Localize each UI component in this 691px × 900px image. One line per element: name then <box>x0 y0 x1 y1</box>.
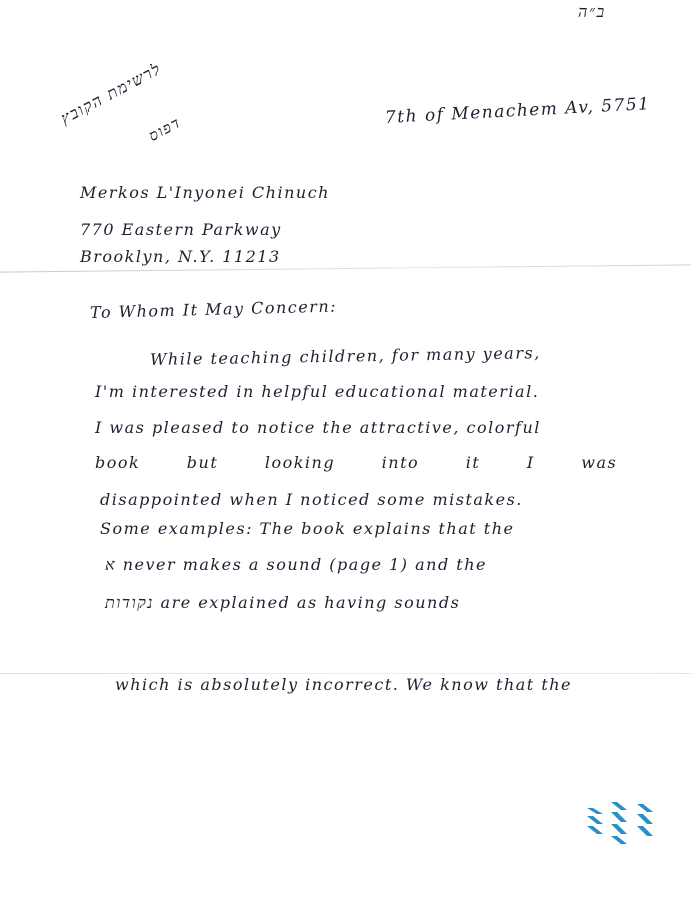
logo-stripe <box>637 814 653 824</box>
address-line-2: 770 Eastern Parkway <box>80 220 282 239</box>
logo-stripe <box>637 804 653 812</box>
logo-stripe <box>587 816 603 824</box>
body-line: I'm interested in helpful educational material. <box>95 382 540 401</box>
address-line-1: Merkos L'Inyonei Chinuch <box>80 183 330 202</box>
body-line: א never makes a sound (page 1) and the <box>105 555 487 574</box>
body-line: which is absolutely incorrect. We know that the <box>115 675 573 694</box>
body-line: book but looking into it I was <box>95 453 618 472</box>
fold-line-middle <box>0 673 691 674</box>
logo-stripe <box>637 826 653 836</box>
body-line: I was pleased to notice the attractive, colorful <box>95 418 541 437</box>
logo-stripe <box>611 812 627 822</box>
logo-stripe <box>611 836 627 844</box>
body-line: Some examples: The book explains that the <box>100 519 515 538</box>
logo-stripe <box>587 826 603 834</box>
body-line: While teaching children, for many years, <box>149 343 541 369</box>
letter-date: 7th of Menachem Av, 5751 <box>384 94 651 128</box>
archive-logo-icon <box>583 800 661 848</box>
address-line-3: Brooklyn, N.Y. 11213 <box>80 247 281 266</box>
body-line: נקודות are explained as having sounds <box>105 593 461 612</box>
logo-stripe <box>587 808 603 814</box>
logo-stripe <box>611 824 627 834</box>
corner-mark: ב״ה <box>578 2 606 21</box>
salutation: To Whom It May Concern: <box>89 296 338 322</box>
hebrew-note-line2: דפוס <box>145 113 184 146</box>
body-line: disappointed when I noticed some mistakes. <box>100 490 523 509</box>
hebrew-note-line1: לרשימת הקובץ <box>57 58 165 128</box>
logo-stripe <box>611 802 627 810</box>
